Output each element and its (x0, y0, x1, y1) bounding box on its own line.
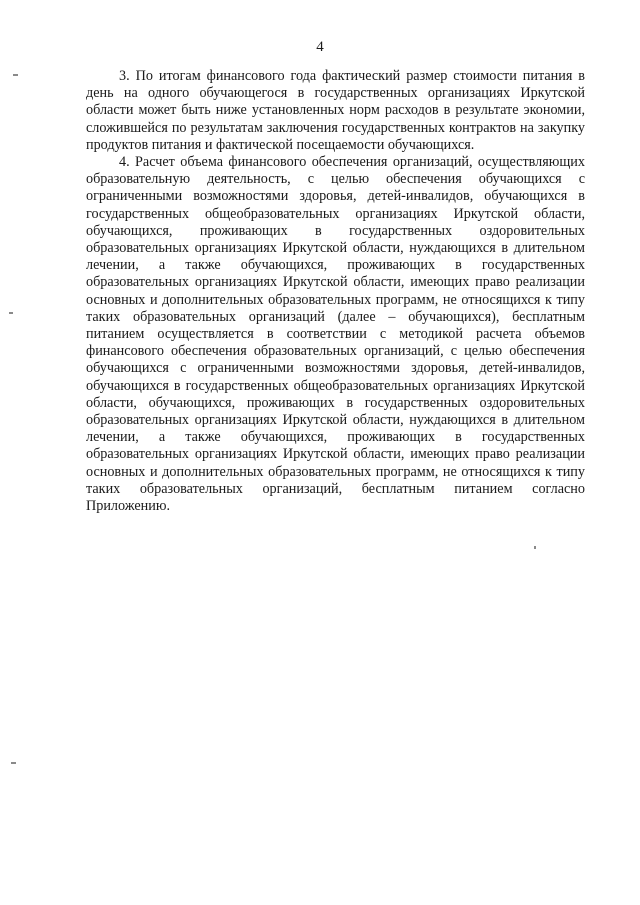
page-number: 4 (316, 39, 324, 55)
document-body (86, 68, 585, 515)
paragraph-4: 4. Расчет объема финансового обеспечения организаций, осуществляющих образовательную деятельность, с целью обеспечения обучающихся с ограниченными возможностями здоровья, детей-инвалидов, обучающихся в государственных общеобразовательных организациях Иркутской области, обучающихся, проживающих в государственных оздоровительных образовательных организациях Иркутской области, нуждающихся в длительном лечении, а также обучающихся, проживающих в государственных образовательных организациях Иркутской области, имеющих право реализации основных и дополнительных образовательных программ, не относящихся к типу таких образовательных организаций (далее – обучающихся), бесплатным питанием осуществляется в соответствии с методикой расчета объемов финансового обеспечения образовательных организаций, с целью обеспечения обучающихся с ограниченными возможностями здоровья, детей-инвалидов, обучающихся в государственных общеобразовательных организациях Иркутской области, обучающихся, проживающих в государственных оздоровительных образовательных организациях Иркутской области, нуждающихся в длительном лечении, а также обучающихся, проживающих в государственных образовательных организациях Иркутской области, имеющих право реализации основных и дополнительных образовательных программ, не относящихся к типу таких образовательных организаций, бесплатным питанием согласно Приложению. (86, 154, 585, 515)
scan-artifact-mark (11, 762, 16, 764)
scan-artifact-mark (534, 546, 536, 549)
scan-artifact-mark (9, 312, 13, 314)
paragraph-3: 3. По итогам финансового года фактический размер стоимости питания в день на одного обучающегося в государственных организациях Иркутской области может быть ниже установленных норм расходов в результате экономии, сложившейся по результатам заключения государственных контрактов на закупку продуктов питания и фактической посещаемости обучающихся. (86, 68, 585, 153)
scan-artifact-mark (13, 74, 18, 76)
